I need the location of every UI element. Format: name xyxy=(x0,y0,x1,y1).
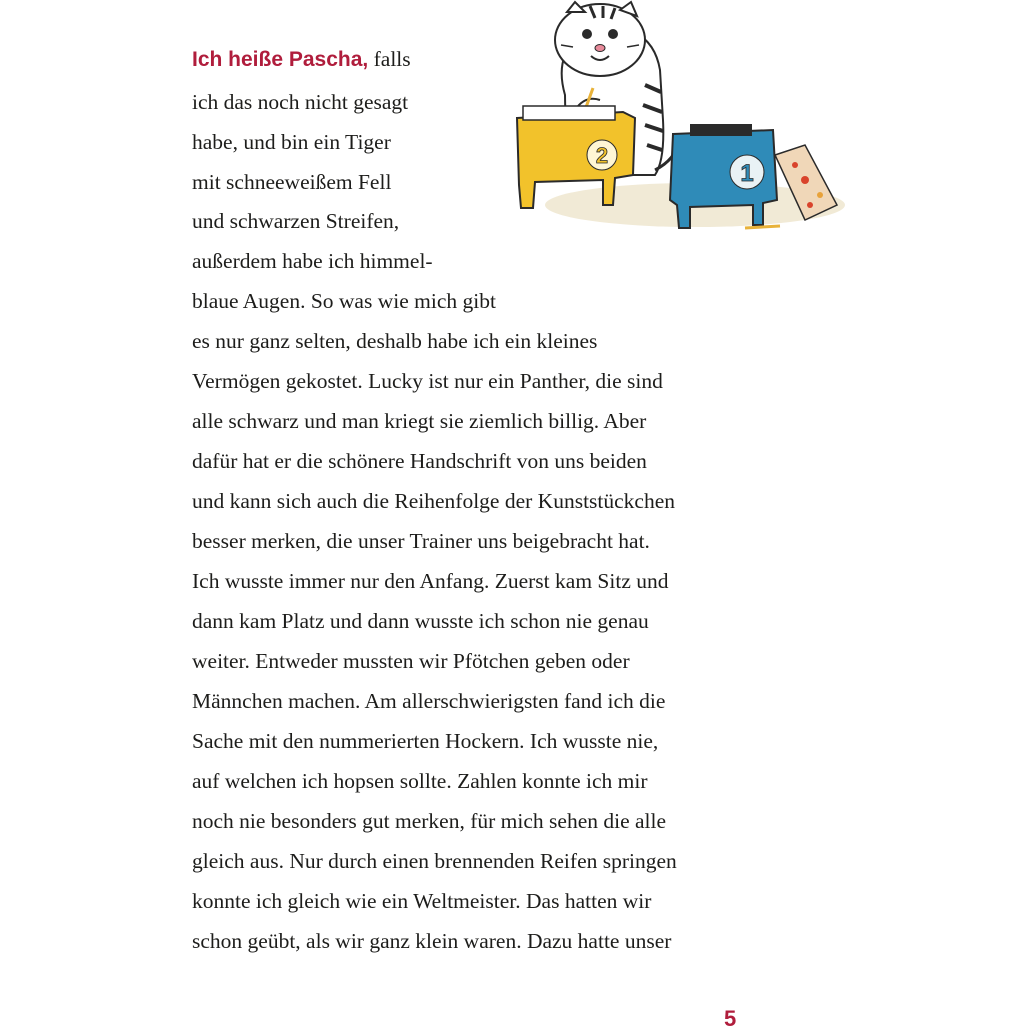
text-line-20: noch nie besonders gut merken, für mich sehen die alle xyxy=(192,809,667,833)
text-line-15: dann kam Platz und dann wusste ich schon nie genau xyxy=(192,609,649,633)
stool-2-number: 2 xyxy=(595,143,609,168)
text-line-21: gleich aus. Nur durch einen brennenden Reifen springen xyxy=(192,849,677,873)
text-line-17: Männchen machen. Am allerschwierigsten fand ich die xyxy=(192,689,666,713)
text-line-6: außerdem habe ich himmel- xyxy=(192,249,433,273)
stool-1-number: 1 xyxy=(740,160,754,187)
text-line-5: und schwarzen Streifen, xyxy=(192,209,400,233)
text-line-22: konnte ich gleich wie ein Weltmeister. Das hatten wir xyxy=(192,889,652,913)
text-line-14: Ich wusste immer nur den Anfang. Zuerst kam Sitz und xyxy=(192,569,669,593)
text-line-1 xyxy=(192,45,411,74)
text-line-4: mit schneeweißem Fell xyxy=(192,170,392,194)
tiger-illustration xyxy=(505,0,850,240)
text-line-2: ich das noch nicht gesagt xyxy=(192,90,409,114)
line-1-rest: falls xyxy=(368,47,411,71)
text-line-8: es nur ganz selten, deshalb habe ich ein kleines xyxy=(192,329,598,353)
text-line-10: alle schwarz und man kriegt sie ziemlich billig. Aber xyxy=(192,409,647,433)
text-line-12: und kann sich auch die Reihenfolge der Kunststückchen xyxy=(192,489,676,513)
text-line-11: dafür hat er die schönere Handschrift von uns beiden xyxy=(192,449,647,473)
tiger-eye-left xyxy=(582,29,592,39)
text-line-3: habe, und bin ein Tiger xyxy=(192,130,391,154)
lead-in: Ich heiße Pascha, xyxy=(192,48,369,71)
pencil xyxy=(745,226,780,228)
text-line-18: Sache mit den nummerierten Hockern. Ich wusste nie, xyxy=(192,729,659,753)
text-line-16: weiter. Entweder mussten wir Pfötchen geben oder xyxy=(192,649,630,673)
text-line-9: Vermögen gekostet. Lucky ist nur ein Panther, die sind xyxy=(192,369,663,393)
page-number: 5 xyxy=(724,1006,737,1031)
text-line-7: blaue Augen. So was wie mich gibt xyxy=(192,289,496,313)
text-line-19: auf welchen ich hopsen sollte. Zahlen konnte ich mir xyxy=(192,769,648,793)
text-line-13: besser merken, die unser Trainer uns beigebracht hat. xyxy=(192,529,650,553)
tiger-eye-right xyxy=(608,29,618,39)
text-line-23: schon geübt, als wir ganz klein waren. Dazu hatte unser xyxy=(192,929,672,953)
